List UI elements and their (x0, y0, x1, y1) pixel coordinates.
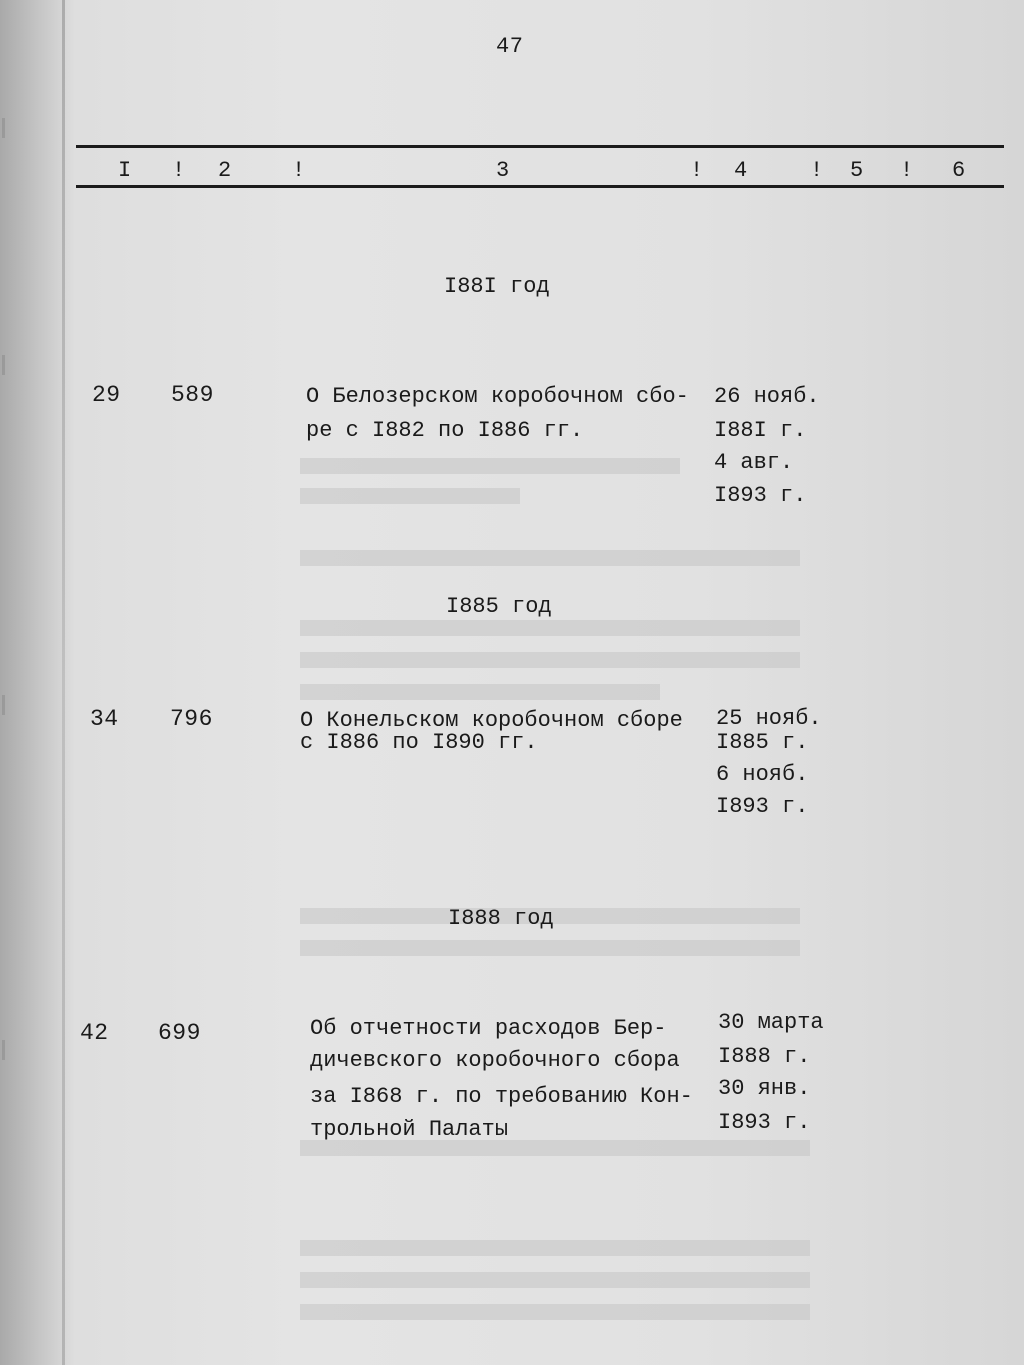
date-line: 4 авг. (714, 450, 794, 475)
bleed-through-line (300, 458, 680, 474)
column-header-4: 4 (734, 158, 748, 183)
date-line: 6 нояб. (716, 762, 809, 787)
column-separator: ! (810, 158, 824, 183)
year-heading: I88I год (444, 274, 550, 299)
date-line: I893 г. (716, 794, 809, 819)
column-header-5: 5 (850, 158, 864, 183)
margin-mark (2, 355, 5, 375)
date-line: 30 янв. (718, 1076, 811, 1101)
year-heading: I888 год (448, 906, 554, 931)
header-rule-bottom (76, 185, 1004, 188)
column-separator: ! (900, 158, 914, 183)
date-line: I893 г. (718, 1110, 811, 1135)
margin-mark (2, 695, 5, 715)
description-line: Об отчетности расходов Бер- (310, 1016, 667, 1041)
file-number: 796 (170, 706, 213, 732)
date-line: I88I г. (714, 418, 807, 443)
date-line: I893 г. (714, 483, 807, 508)
entry-number: 42 (80, 1020, 109, 1046)
file-number: 589 (171, 382, 214, 408)
date-line: I888 г. (718, 1044, 811, 1069)
bleed-through-line (300, 1304, 810, 1320)
bleed-through-line (300, 620, 800, 636)
entry-number: 29 (92, 382, 121, 408)
margin-mark (2, 118, 5, 138)
page-fold (62, 0, 65, 1365)
bleed-through-line (300, 940, 800, 956)
date-line: I885 г. (716, 730, 809, 755)
margin-mark (2, 1040, 5, 1060)
description-line: дичевского коробочного сбора (310, 1048, 680, 1073)
description-line: за I868 г. по требованию Кон- (310, 1084, 693, 1109)
file-number: 699 (158, 1020, 201, 1046)
bleed-through-line (300, 1240, 810, 1256)
column-header-1: I (118, 158, 132, 183)
header-rule-top (76, 145, 1004, 148)
description-line: с I886 по I890 гг. (300, 730, 538, 755)
bleed-through-line (300, 1140, 810, 1156)
bleed-through-line (300, 652, 800, 668)
description-line: О Конельском коробочном сборе (300, 708, 683, 733)
bleed-through-line (300, 488, 520, 504)
column-separator: ! (690, 158, 704, 183)
column-header-6: 6 (952, 158, 966, 183)
description-line: трольной Палаты (310, 1117, 509, 1142)
date-line: 26 нояб. (714, 384, 820, 409)
date-line: 30 марта (718, 1010, 824, 1035)
column-separator: ! (292, 158, 306, 183)
column-header-2: 2 (218, 158, 232, 183)
bleed-through-line (300, 550, 800, 566)
description-line: ре с I882 по I886 гг. (306, 418, 584, 443)
bleed-through-line (300, 1272, 810, 1288)
bleed-through-line (300, 684, 660, 700)
column-header-3: 3 (496, 158, 510, 183)
date-line: 25 нояб. (716, 706, 822, 731)
description-line: О Белозерском коробочном сбо- (306, 384, 689, 409)
year-heading: I885 год (446, 594, 552, 619)
page-number: 47 (496, 34, 524, 59)
entry-number: 34 (90, 706, 119, 732)
column-separator: ! (172, 158, 186, 183)
